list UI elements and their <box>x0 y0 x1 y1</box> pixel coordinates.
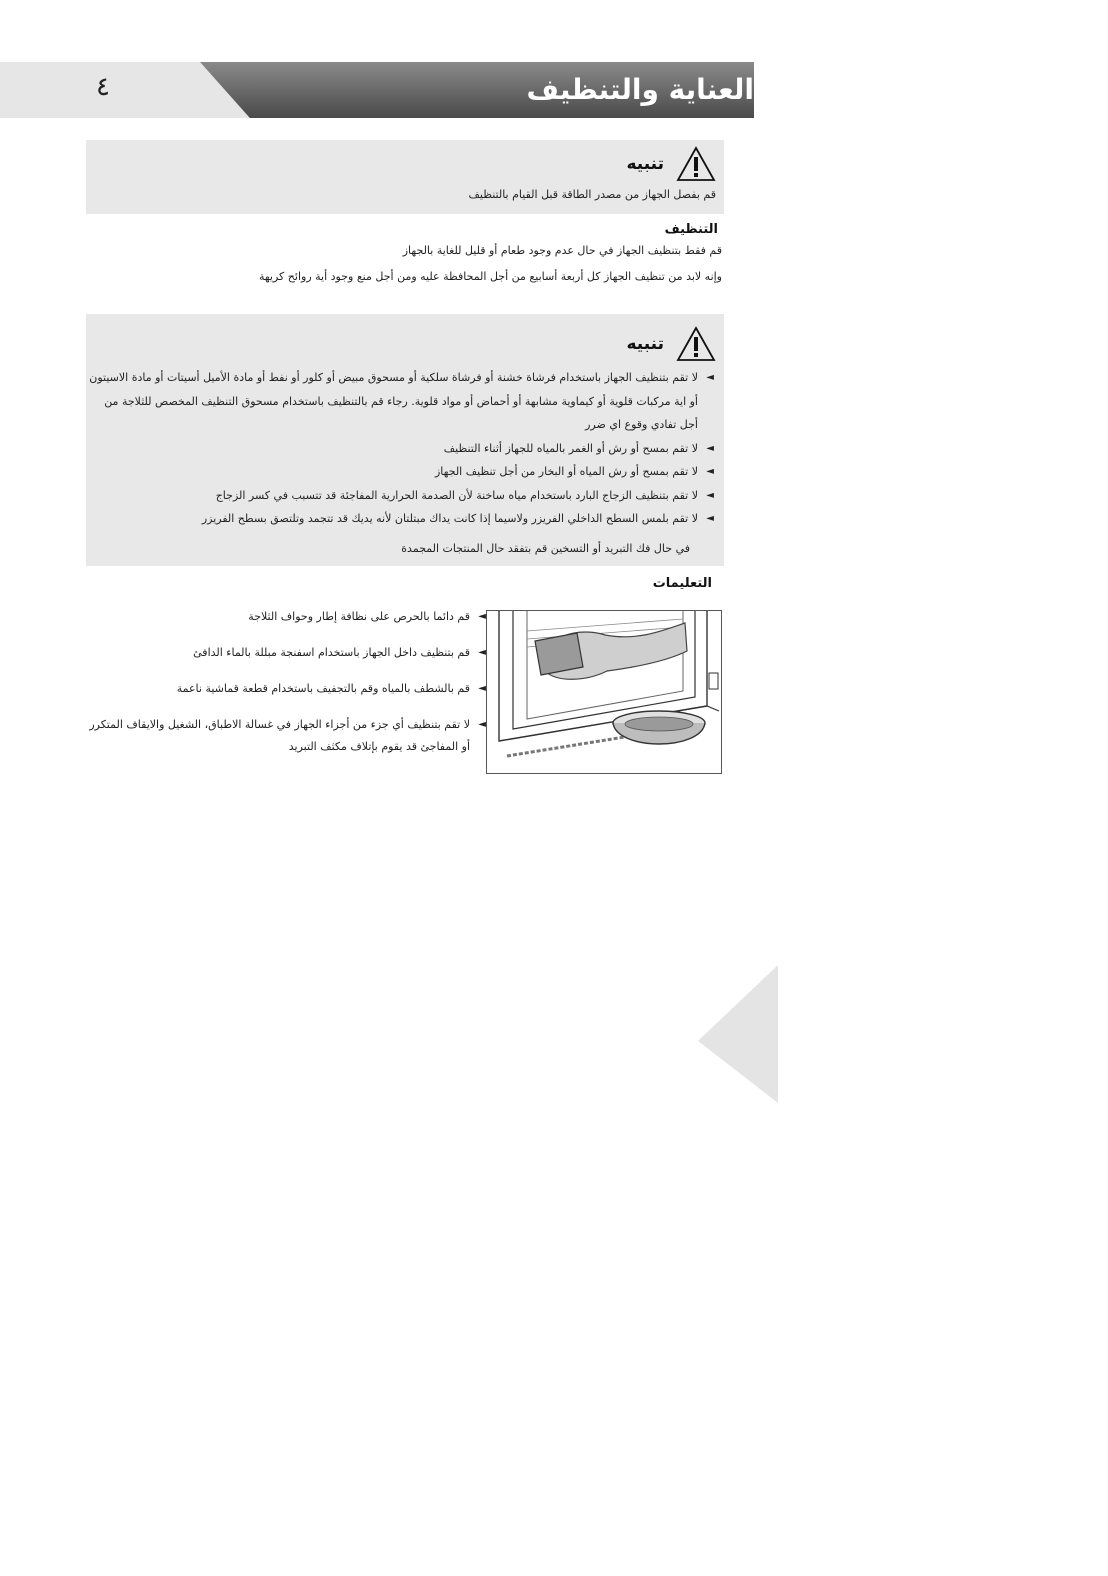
instructions-list <box>86 606 486 758</box>
bullet-arrow-icon: ◄ <box>478 719 486 730</box>
cleaning-line-1: قم فقط بتنظيف الجهاز في حال عدم وجود طعام أو قليل للغاية بالجهاز <box>402 244 722 257</box>
list-item: ◄ قم دائما بالحرص على نظافة إطار وحواف الثلاجة <box>86 606 486 628</box>
instructions-title: التعليمات <box>652 576 712 591</box>
bullet-arrow-icon: ◄ <box>706 442 714 454</box>
list-item-continuation: في حال فك التبريد أو التسخين قم بتفقد حال المنتجات المجمدة <box>401 541 690 555</box>
decorative-corner-tab <box>698 965 778 1103</box>
page-number: ٤ <box>96 72 110 102</box>
fridge-cleaning-icon <box>487 611 720 772</box>
warning-triangle-icon <box>676 326 716 362</box>
bullet-arrow-icon: ◄ <box>478 611 486 622</box>
list-item: ◄ لا تقم بتنظيف أي جزء من أجزاء الجهاز في غسالة الاطباق، الشغيل والايقاف المتكرر أو المفاجئ قد يقوم بإتلاف مكثف التبريد <box>86 714 486 758</box>
warning-header <box>626 326 716 362</box>
list-item: ◄ قم بتنظيف داخل الجهاز باستخدام اسفنجة مبللة بالماء الدافئ <box>86 642 486 664</box>
page-title: العناية والتنظيف <box>526 73 754 106</box>
cleaning-title: التنظيف <box>664 222 718 237</box>
list-item: ◄ لا تقم بتنظيف الزجاج البارد باستخدام مياه ساخنة لأن الصدمة الحرارية المفاجئة قد تتسبب في كسر الزجاج <box>86 484 716 508</box>
warning-box-cleaning <box>86 314 724 566</box>
warning-box-power <box>86 140 724 214</box>
warning-header <box>626 146 716 182</box>
bullet-arrow-icon: ◄ <box>706 489 714 501</box>
bullet-arrow-icon: ◄ <box>706 466 714 477</box>
list-item: ◄ قم بالشطف بالمياه وقم بالتجفيف باستخدام قطعة قماشية ناعمة <box>86 678 486 700</box>
bullet-arrow-icon: ◄ <box>478 683 486 694</box>
warning-triangle-icon <box>676 146 716 182</box>
bullet-arrow-icon: ◄ <box>706 372 714 383</box>
warning-title: تنبيه <box>626 334 664 354</box>
bullet-arrow-icon: ◄ <box>478 647 486 658</box>
warning-list <box>86 366 716 560</box>
cleaning-line-2: وإنه لابد من تنظيف الجهاز كل أربعة أسابيع من أجل المحافظة عليه ومن أجل منع وجود أية روائح كريهة <box>258 270 722 283</box>
cleaning-illustration <box>486 610 722 774</box>
list-item: ◄ لا تقم بمسح أو رش المياه أو البخار من أجل تنظيف الجهاز <box>86 460 716 484</box>
list-item: ◄ لا تقم بتنظيف الجهاز باستخدام فرشاة خشنة أو فرشاة سلكية أو مسحوق مبيض أو كلور أو نفط أو مادة الأميل أسيتات أو مادة الاسيتون أو اية مركبات قلوية أو كيماوية مشابهة أو أحماض أو مواد قلوية. رجاء قم بالتنظيف باستخدام مسحوق التنظيف المخصص للثلاجة من أجل تفادي وقوع اي ضرر <box>86 366 716 437</box>
warning-title: تنبيه <box>626 154 664 174</box>
bullet-arrow-icon: ◄ <box>706 513 714 524</box>
list-item: ◄ لا تقم بلمس السطح الداخلي الفريزر ولاسيما إذا كانت يداك مبتلتان لأنه يديك قد تتجمد وتلتصق بسطح الفريزر <box>86 507 716 531</box>
warning-text: قم بفصل الجهاز من مصدر الطاقة قبل القيام بالتنظيف <box>468 188 716 201</box>
list-item: ◄ لا تقم بمسح أو رش أو الغمر بالمياه للجهاز أثناء التنظيف <box>86 437 716 461</box>
